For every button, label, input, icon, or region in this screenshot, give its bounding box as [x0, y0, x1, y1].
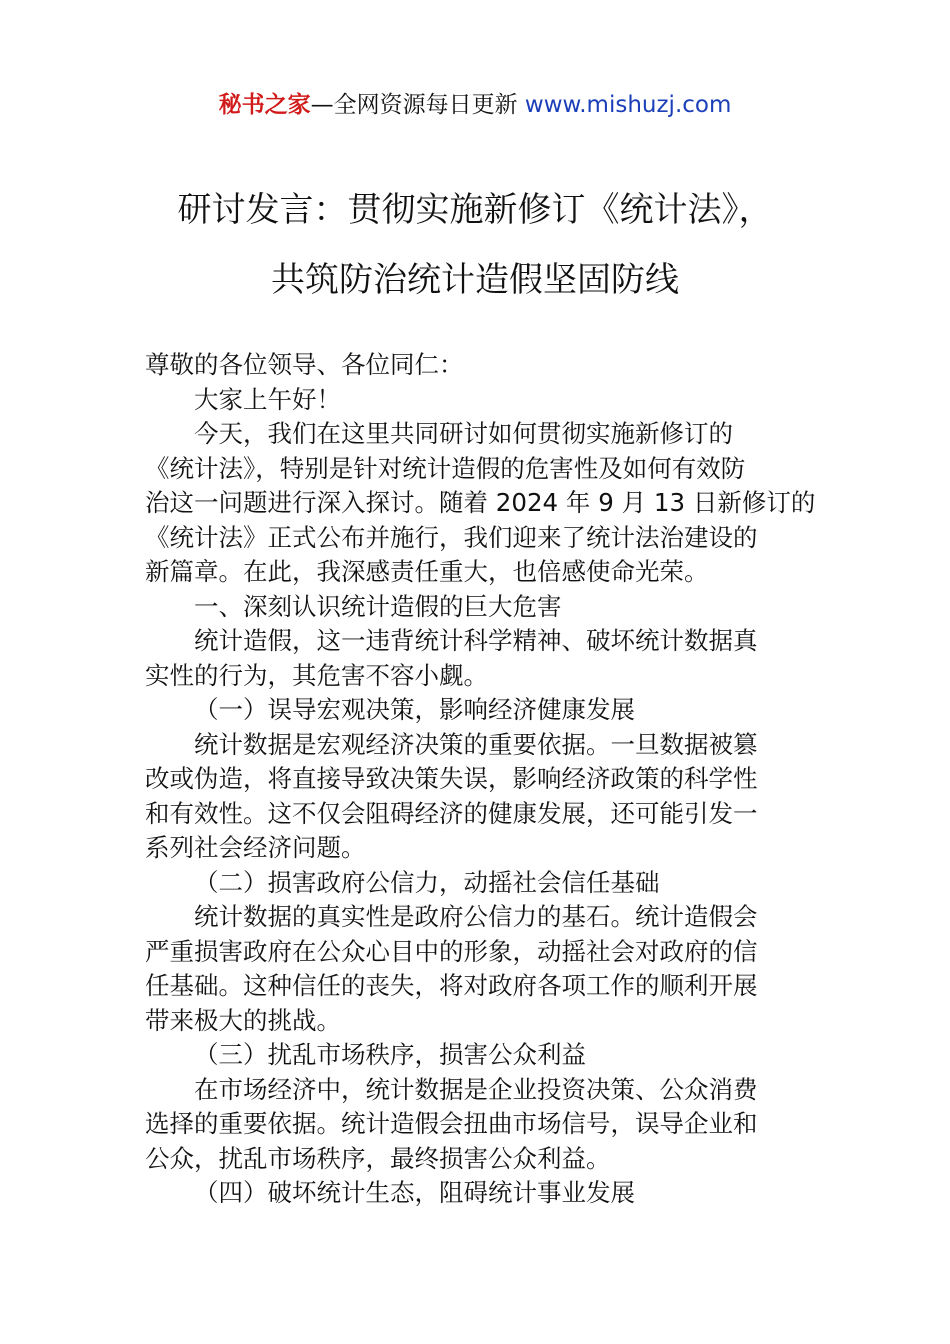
document-title-line-2: 共筑防治统计造假坚固防线	[271, 260, 679, 300]
paragraph-line: 系列社会经济问题。	[145, 833, 366, 862]
site-url-link[interactable]: www.mishuzj.com	[524, 92, 732, 118]
paragraph-line: 今天，我们在这里共同研讨如何贯彻实施新修订的	[194, 419, 733, 448]
paragraph-line: 改或伪造，将直接导致决策失误，影响经济政策的科学性	[145, 764, 758, 793]
paragraph-line: 《统计法》正式公布并施行，我们迎来了统计法治建设的	[145, 522, 758, 552]
salutation: 尊敬的各位领导、各位同仁：	[145, 350, 464, 379]
subsection-heading: （二）损害政府公信力，动摇社会信任基础	[194, 867, 660, 897]
subsection-heading: （一）误导宏观决策，影响经济健康发展	[194, 695, 635, 724]
paragraph-line: 在市场经济中，统计数据是企业投资决策、公众消费	[194, 1074, 758, 1104]
subsection-heading: （四）破坏统计生态，阻碍统计事业发展	[194, 1178, 635, 1207]
site-tagline: —全网资源每日更新	[310, 92, 525, 118]
paragraph-line: 新篇章。在此，我深感责任重大，也倍感使命光荣。	[145, 557, 709, 586]
site-header	[0, 88, 950, 122]
greeting: 大家上午好！	[194, 384, 341, 414]
paragraph-line: 治这一问题进行深入探讨。随着 2024 年 9 月 13 日新修订的	[145, 488, 816, 517]
site-brand: 秘书之家	[218, 92, 311, 118]
paragraph-line: 带来极大的挑战。	[145, 1005, 341, 1035]
paragraph-line: 和有效性。这不仅会阻碍经济的健康发展，还可能引发一	[145, 798, 758, 828]
document-body	[145, 348, 816, 1211]
paragraph-line: 任基础。这种信任的丧失，将对政府各项工作的顺利开展	[145, 971, 758, 1000]
paragraph-line: 公众，扰乱市场秩序，最终损害公众利益。	[145, 1143, 611, 1173]
document-title-line-1: 研讨发言：贯彻实施新修订《统计法》，	[177, 190, 773, 230]
paragraph-line: 选择的重要依据。统计造假会扭曲市场信号，误导企业和	[145, 1109, 758, 1138]
subsection-heading: （三）扰乱市场秩序，损害公众利益	[194, 1040, 586, 1069]
paragraph-line: 统计数据是宏观经济决策的重要依据。一旦数据被篡	[194, 729, 758, 759]
paragraph-line: 统计数据的真实性是政府公信力的基石。统计造假会	[194, 902, 758, 931]
paragraph-line: 统计造假，这一违背统计科学精神、破坏统计数据真	[194, 626, 758, 655]
paragraph-line: 严重损害政府在公众心目中的形象，动摇社会对政府的信	[145, 936, 758, 966]
paragraph-line: 《统计法》，特别是针对统计造假的危害性及如何有效防	[145, 453, 746, 483]
section-heading: 一、深刻认识统计造假的巨大危害	[194, 591, 562, 621]
paragraph-line: 实性的行为，其危害不容小觑。	[145, 660, 488, 690]
